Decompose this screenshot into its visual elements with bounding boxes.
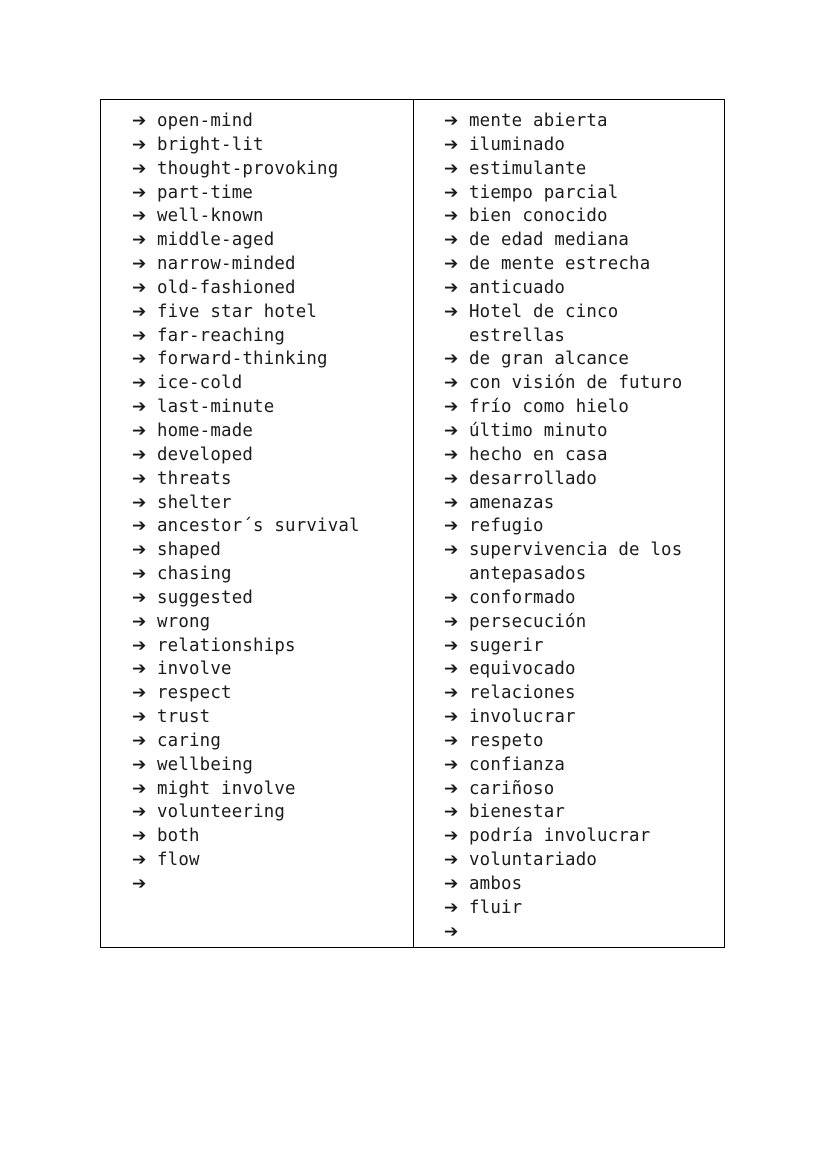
english-item [132,348,413,372]
spanish-item [444,182,724,206]
arrow-icon: ➔ [132,373,147,394]
english-item [132,778,413,802]
arrow-icon: ➔ [132,111,147,131]
english-term: relationships [157,635,296,656]
spanish-item [444,396,724,420]
english-item [132,611,413,635]
arrow-icon: ➔ [132,707,147,728]
arrow-icon: ➔ [444,158,459,179]
spanish-item [444,301,724,349]
arrow-icon: ➔ [444,683,459,704]
arrow-icon: ➔ [132,182,147,203]
spanish-item [444,801,724,825]
english-term: wrong [157,611,211,632]
spanish-item [444,277,724,301]
arrow-icon: ➔ [132,778,147,799]
spanish-term: bien conocido [469,206,608,227]
english-term: thought-provoking [157,158,339,179]
spanish-item [444,492,724,516]
spanish-item [444,205,724,229]
arrow-icon: ➔ [444,659,459,680]
spanish-item [444,587,724,611]
arrow-icon: ➔ [132,540,147,561]
arrow-icon: ➔ [132,516,147,537]
english-item [132,825,413,849]
english-term: flow [157,850,200,871]
arrow-icon: ➔ [132,802,147,823]
english-term: last-minute [157,397,275,418]
english-term: well-known [157,206,264,227]
arrow-icon: ➔ [444,444,459,465]
spanish-column [414,100,724,947]
arrow-icon: ➔ [444,301,459,322]
english-item [132,515,413,539]
spanish-term: de gran alcance [469,349,630,370]
arrow-icon: ➔ [444,182,459,203]
spanish-item [444,921,724,945]
spanish-term: conformado [469,587,576,608]
english-item [132,277,413,301]
arrow-icon: ➔ [132,754,147,775]
english-item [132,682,413,706]
english-item [132,801,413,825]
english-term: ancestor´s survival [157,516,360,537]
english-item [132,301,413,325]
english-column [101,100,414,947]
spanish-term: hecho en casa [469,444,608,465]
spanish-term: iluminado [469,134,566,155]
english-item [132,492,413,516]
spanish-item [444,658,724,682]
arrow-icon: ➔ [132,349,147,370]
arrow-icon: ➔ [132,635,147,656]
spanish-item [444,515,724,539]
spanish-term: estimulante [469,158,587,179]
english-item [132,873,413,897]
english-item [132,134,413,158]
spanish-term: relaciones [469,683,576,704]
spanish-item [444,754,724,778]
english-item [132,325,413,349]
english-item [132,182,413,206]
spanish-term: anticuado [469,277,566,298]
spanish-term: último minuto [469,420,608,441]
arrow-icon: ➔ [132,850,147,871]
english-term: developed [157,444,254,465]
english-item [132,396,413,420]
english-term: trust [157,707,211,728]
spanish-term: equivocado [469,659,576,680]
english-item [132,444,413,468]
vocabulary-table [100,99,725,948]
arrow-icon: ➔ [132,683,147,704]
arrow-icon: ➔ [444,254,459,275]
english-term: part-time [157,182,254,203]
spanish-term: de edad mediana [469,230,630,251]
spanish-term: ambos [469,874,523,894]
spanish-item [444,730,724,754]
arrow-icon: ➔ [444,802,459,823]
arrow-icon: ➔ [444,730,459,751]
spanish-term: respeto [469,730,544,751]
english-term: might involve [157,778,296,799]
spanish-term-list [444,110,724,945]
arrow-icon: ➔ [444,492,459,513]
spanish-term: con visión de futuro [469,373,683,394]
spanish-term: cariñoso [469,778,555,799]
arrow-icon: ➔ [132,444,147,465]
arrow-icon: ➔ [444,850,459,871]
arrow-icon: ➔ [132,587,147,608]
arrow-icon: ➔ [132,277,147,298]
spanish-item [444,849,724,873]
spanish-term: bienestar [469,802,566,823]
english-item [132,563,413,587]
english-term: respect [157,683,232,704]
english-term: bright-lit [157,134,264,155]
english-item [132,730,413,754]
spanish-term: de mente estrecha [469,254,651,275]
spanish-item [444,706,724,730]
english-term: forward-thinking [157,349,328,370]
spanish-item [444,897,724,921]
english-term: ice-cold [157,373,243,394]
arrow-icon: ➔ [444,230,459,251]
english-term: threats [157,468,232,489]
arrow-icon: ➔ [132,874,147,894]
arrow-icon: ➔ [132,492,147,513]
english-term: narrow-minded [157,254,296,275]
arrow-icon: ➔ [132,230,147,251]
english-item [132,658,413,682]
english-term-list [132,110,413,897]
english-term: five star hotel [157,301,318,322]
spanish-term: frío como hielo [469,397,630,418]
spanish-term: Hotel de cinco estrellas [469,301,630,346]
spanish-item [444,110,724,134]
english-item [132,205,413,229]
arrow-icon: ➔ [444,707,459,728]
english-term: volunteering [157,802,286,823]
spanish-term: voluntariado [469,850,598,871]
arrow-icon: ➔ [444,826,459,847]
spanish-item [444,682,724,706]
spanish-item [444,253,724,277]
arrow-icon: ➔ [444,468,459,489]
english-item [132,372,413,396]
english-item [132,754,413,778]
spanish-item [444,229,724,253]
spanish-item [444,778,724,802]
arrow-icon: ➔ [132,611,147,632]
spanish-term: desarrollado [469,468,598,489]
arrow-icon: ➔ [444,611,459,632]
spanish-item [444,372,724,396]
arrow-icon: ➔ [132,468,147,489]
arrow-icon: ➔ [132,420,147,441]
english-item [132,229,413,253]
arrow-icon: ➔ [444,277,459,298]
english-term: caring [157,730,222,751]
arrow-icon: ➔ [132,325,147,346]
arrow-icon: ➔ [444,778,459,799]
spanish-term: supervivencia de los antepasados [469,540,694,585]
spanish-item [444,158,724,182]
english-term: shelter [157,492,232,513]
spanish-term: podría involucrar [469,826,651,847]
english-term: chasing [157,564,232,585]
arrow-icon: ➔ [132,826,147,847]
spanish-term: amenazas [469,492,555,513]
english-term: home-made [157,420,254,441]
arrow-icon: ➔ [444,373,459,394]
spanish-item [444,539,724,587]
arrow-icon: ➔ [132,134,147,155]
arrow-icon: ➔ [444,134,459,155]
english-item [132,253,413,277]
arrow-icon: ➔ [444,420,459,441]
spanish-item [444,444,724,468]
english-term: both [157,826,200,847]
spanish-item [444,825,724,849]
english-term: open-mind [157,111,254,131]
spanish-item [444,348,724,372]
english-item [132,158,413,182]
spanish-term: mente abierta [469,111,608,131]
spanish-item [444,873,724,897]
arrow-icon: ➔ [132,564,147,585]
arrow-icon: ➔ [444,111,459,131]
english-term: old-fashioned [157,277,296,298]
arrow-icon: ➔ [444,921,459,942]
arrow-icon: ➔ [132,158,147,179]
spanish-term: confianza [469,754,566,775]
spanish-item [444,134,724,158]
spanish-term: involucrar [469,707,576,728]
english-term: far-reaching [157,325,286,346]
arrow-icon: ➔ [444,874,459,894]
arrow-icon: ➔ [444,635,459,656]
english-term: middle-aged [157,230,275,251]
english-term: shaped [157,540,222,561]
english-term: suggested [157,587,254,608]
spanish-term: fluir [469,897,523,918]
arrow-icon: ➔ [132,254,147,275]
arrow-icon: ➔ [444,754,459,775]
english-item [132,420,413,444]
arrow-icon: ➔ [444,540,459,561]
arrow-icon: ➔ [132,659,147,680]
arrow-icon: ➔ [132,301,147,322]
spanish-term: tiempo parcial [469,182,619,203]
english-item [132,587,413,611]
english-item [132,706,413,730]
english-item [132,849,413,873]
arrow-icon: ➔ [444,516,459,537]
arrow-icon: ➔ [132,206,147,227]
arrow-icon: ➔ [444,349,459,370]
arrow-icon: ➔ [444,206,459,227]
spanish-item [444,611,724,635]
arrow-icon: ➔ [132,730,147,751]
english-term: wellbeing [157,754,254,775]
english-term: involve [157,659,232,680]
arrow-icon: ➔ [444,397,459,418]
arrow-icon: ➔ [444,587,459,608]
arrow-icon: ➔ [132,397,147,418]
spanish-term: refugio [469,516,544,537]
english-item [132,110,413,134]
english-item [132,635,413,659]
english-item [132,539,413,563]
english-item [132,468,413,492]
spanish-item [444,468,724,492]
spanish-item [444,635,724,659]
spanish-item [444,420,724,444]
arrow-icon: ➔ [444,897,459,918]
spanish-term: sugerir [469,635,544,656]
spanish-term: persecución [469,611,587,632]
